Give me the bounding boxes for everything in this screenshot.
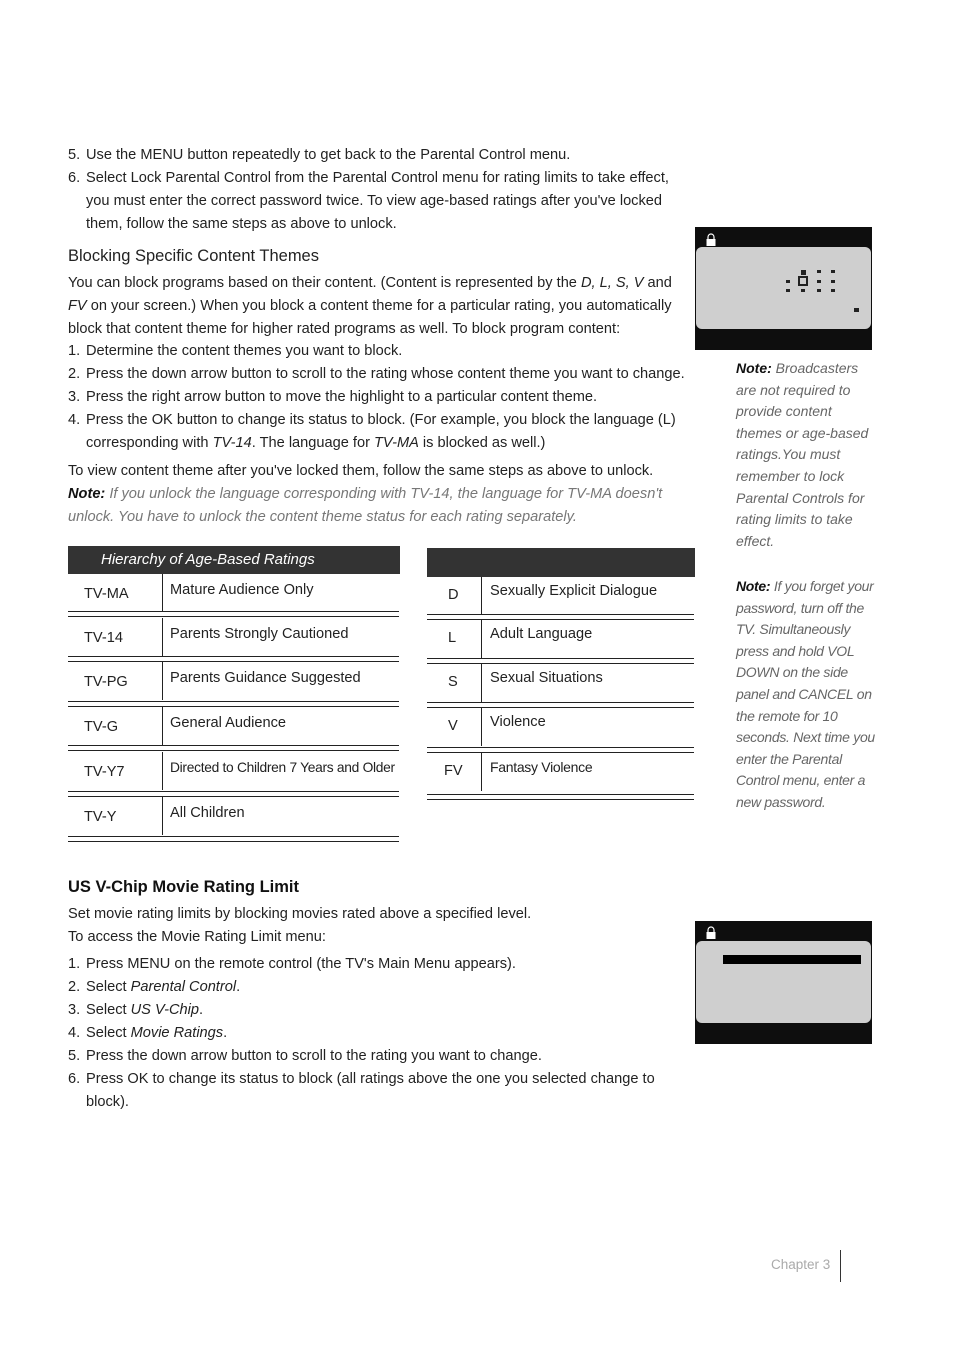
intro-step-5: 5. Use the MENU button repeatedly to get back to the Parental Control menu. [68, 147, 571, 163]
rating-description: General Audience [170, 715, 287, 731]
side-note-broadcasters: Note: Broadcasters are not required to provide content themes or age-based ratings.You must remember to lock Parental Controls for rating limits to take effect. [736, 360, 869, 549]
step-text-plain: Select [86, 1002, 131, 1018]
rating-code: TV-Y [84, 809, 117, 825]
step-number: 5. [68, 1048, 81, 1064]
movie-ratings-screen [695, 921, 872, 1044]
theme-description: Adult Language [490, 626, 593, 642]
theme-row [427, 620, 695, 658]
theme-code-cell [427, 620, 482, 658]
themes-table-header [427, 548, 695, 577]
content-themes-intro: You can block programs based on their content. (Content is represented by the D, L, S, V and FV on your screen.) When you block a content theme for a particular rating, you automatically block that content theme for higher rated programs as well. To block program content: [68, 275, 672, 337]
step-text-end: . [223, 1025, 228, 1041]
step-text-menu-item: Parental Control [130, 979, 237, 995]
step-text [86, 953, 680, 976]
rating-row [68, 797, 400, 835]
theme-code: S [448, 674, 458, 690]
ratings-table-title: Hierarchy of Age-Based Ratings [68, 546, 400, 574]
movie-step [68, 1022, 680, 1045]
rating-code: TV-G [84, 719, 119, 735]
highlight-bar [723, 955, 861, 964]
step-text [86, 999, 680, 1022]
intro-step-6: 6. Select Lock Parental Control from the Parental Control menu for rating limits to take effect, you must enter the correct password twice. To view age-based ratings after you've locked them, follow the same steps as above to unlock. [68, 170, 669, 232]
theme-step-4: 4. Press the OK button to change its status to block. (For example, you block the language (L) corresponding with TV-14. The language for TV-MA is blocked as well.) [68, 412, 676, 451]
theme-code-cell [427, 753, 482, 791]
rating-description: Parents Guidance Suggested [170, 670, 361, 686]
rating-code-cell [68, 797, 163, 835]
rating-description: Mature Audience Only [170, 582, 314, 598]
rating-row [68, 707, 400, 745]
step-text-end: . [236, 979, 241, 995]
theme-step-1: 1. Determine the content themes you want to block. [68, 343, 403, 359]
rating-row [68, 662, 400, 700]
theme-code: L [448, 630, 457, 646]
movie-step [68, 999, 680, 1022]
step-text [86, 976, 680, 999]
lock-icon [705, 233, 717, 247]
movie-line-1: Set movie rating limits by blocking movies rated above a specified level. [68, 906, 532, 922]
theme-description: Sexual Situations [490, 670, 603, 686]
step-number: 4. [68, 1025, 81, 1041]
rating-code: TV-14 [84, 630, 123, 646]
movie-heading: US V-Chip Movie Rating Limit [68, 878, 300, 896]
table-separator [68, 836, 399, 842]
rating-description: All Children [170, 805, 245, 821]
unlock-text: To view content theme after you've locked them, follow the same steps as above to unlock. [68, 463, 654, 479]
movie-step [68, 976, 680, 999]
theme-step-3: 3. Press the right arrow button to move the highlight to a particular content theme. [68, 389, 598, 405]
lock-icon [705, 926, 717, 940]
content-themes-screen [695, 227, 872, 350]
table-separator [68, 611, 399, 617]
step-number: 2. [68, 979, 81, 995]
theme-description: Fantasy Violence [490, 759, 593, 775]
theme-code-cell [427, 708, 482, 746]
rating-code-cell [68, 662, 163, 700]
theme-description: Sexually Explicit Dialogue [490, 583, 658, 599]
step-number: 6. [68, 1071, 81, 1087]
theme-code: FV [444, 763, 463, 779]
table-separator [427, 794, 694, 800]
theme-description: Violence [490, 714, 546, 730]
rating-code: TV-MA [84, 586, 129, 602]
rating-code-cell [68, 752, 163, 790]
movie-step [68, 1068, 680, 1114]
theme-row [427, 708, 695, 746]
theme-row [427, 753, 695, 791]
inline-note: Note: If you unlock the language corresponding with TV-14, the language for TV-MA doesn't unlock. You have to unlock the content theme status for each rating separately. [68, 486, 663, 525]
screen-panel [696, 941, 871, 1023]
rating-code: TV-PG [84, 674, 128, 690]
theme-code-cell [427, 577, 482, 615]
chapter-label: Chapter 3 [771, 1257, 831, 1272]
table-separator [68, 745, 399, 751]
theme-row [427, 664, 695, 702]
step-text [86, 1045, 680, 1068]
lock-grid-icon [785, 267, 845, 297]
step-number: 3. [68, 1002, 81, 1018]
content-themes-heading: Blocking Specific Content Themes [68, 247, 319, 265]
step-text-plain: Select [86, 1025, 131, 1041]
rating-code-cell [68, 707, 163, 745]
movie-line-2: To access the Movie Rating Limit menu: [68, 929, 326, 945]
theme-row [427, 577, 695, 615]
step-text-plain: Select [86, 979, 131, 995]
movie-step [68, 953, 680, 976]
small-lock-icon [853, 306, 861, 314]
theme-code: D [448, 587, 459, 603]
step-text-end: . [199, 1002, 204, 1018]
step-text [86, 1068, 680, 1114]
theme-step-2: 2. Press the down arrow button to scroll to the rating whose content theme you want to change. [68, 366, 685, 382]
rating-code-cell [68, 574, 163, 612]
rating-row [68, 752, 400, 790]
side-note-password: Note: If you forget your password, turn off the TV. Simultaneously press and hold VOL DOWN on the side panel and CANCEL on the remote for 10 seconds. Next time you enter the Parental Control menu, enter a new password. [736, 578, 875, 810]
theme-code: V [448, 718, 458, 734]
step-text-plain: Press the down arrow button to scroll to the rating you want to change. [86, 1048, 542, 1064]
rating-code: TV-Y7 [84, 764, 125, 780]
rating-row [68, 618, 400, 656]
step-text [86, 1022, 680, 1045]
rating-row [68, 574, 400, 612]
step-number: 1. [68, 956, 81, 972]
step-text-plain: Press MENU on the remote control (the TV's Main Menu appears). [86, 956, 516, 972]
rating-description: Directed to Children 7 Years and Older [170, 760, 395, 775]
step-text-plain: Press OK to change its status to block (all ratings above the one you selected change to block). [86, 1071, 655, 1110]
step-text-menu-item: US V-Chip [130, 1002, 200, 1018]
movie-step [68, 1045, 680, 1068]
theme-code-cell [427, 664, 482, 702]
step-text-menu-item: Movie Ratings [130, 1025, 224, 1041]
footer-divider [840, 1250, 841, 1282]
rating-description: Parents Strongly Cautioned [170, 626, 349, 642]
rating-code-cell [68, 618, 163, 656]
